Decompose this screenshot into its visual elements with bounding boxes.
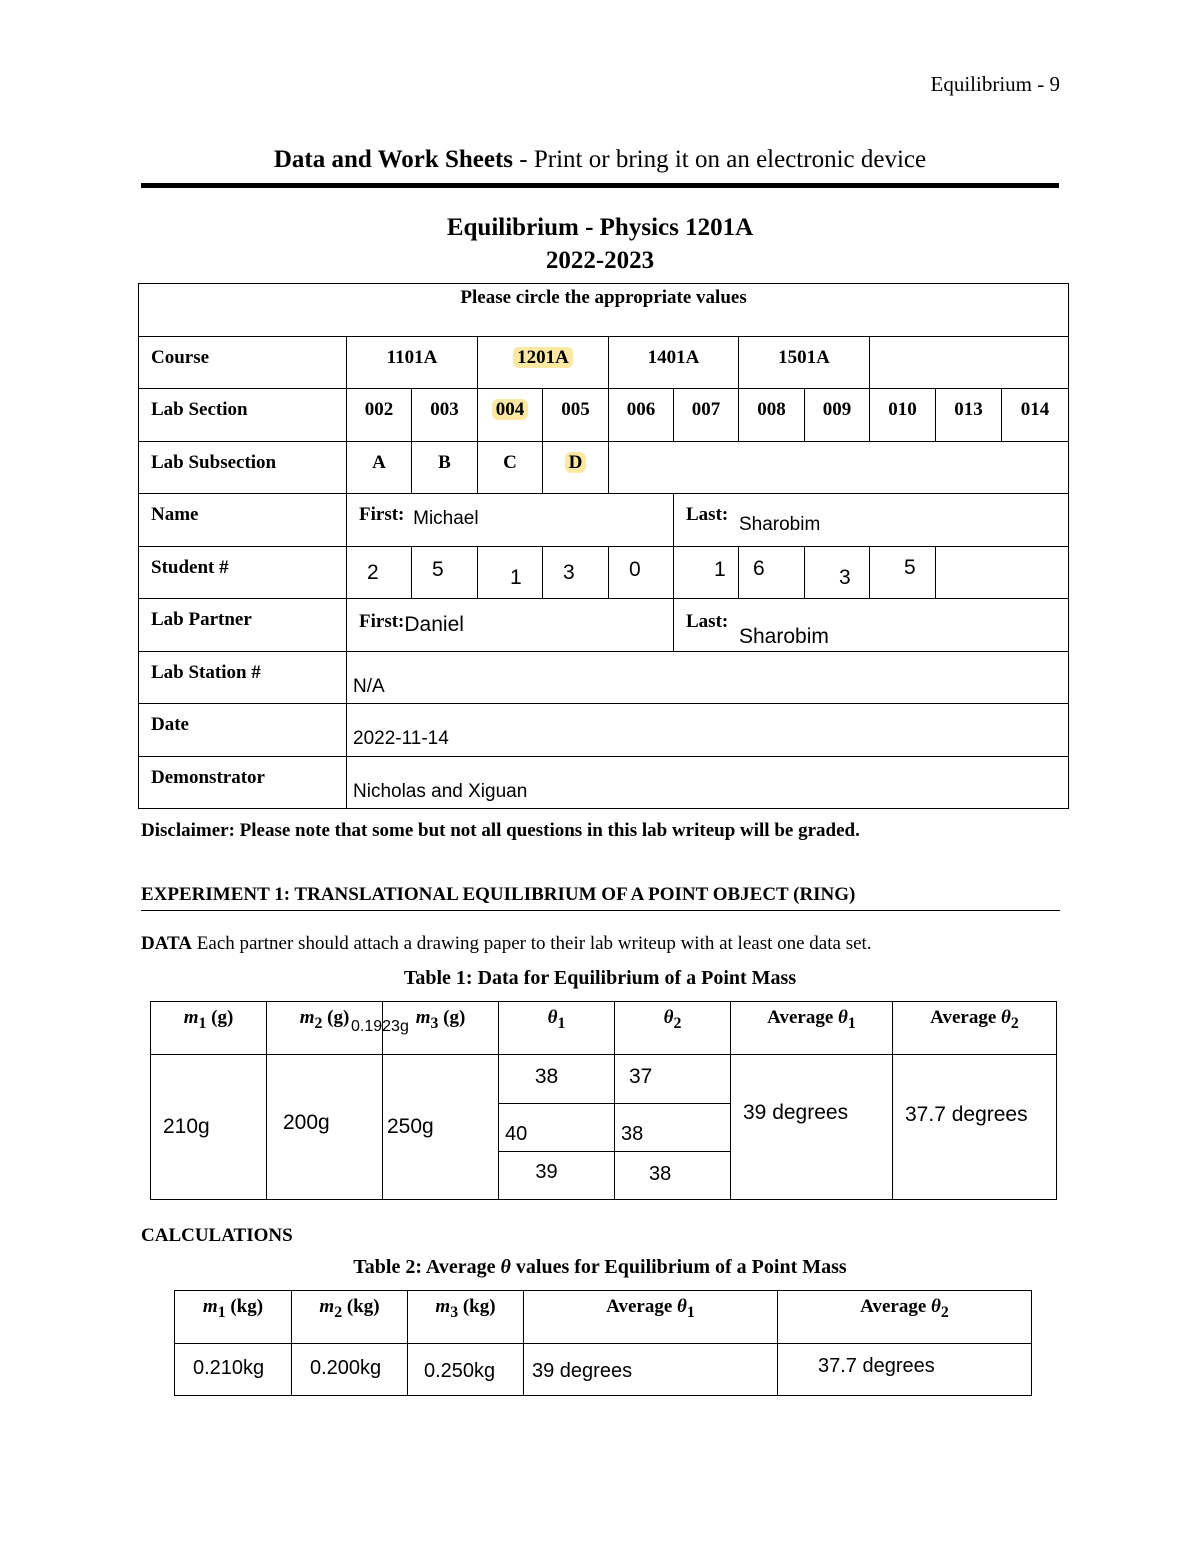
- course-option[interactable]: 1401A: [609, 336, 739, 389]
- theta1-trial[interactable]: 38: [499, 1055, 615, 1104]
- section-option[interactable]: 002: [347, 389, 412, 442]
- student-number-label: Student #: [139, 546, 347, 599]
- theta2-trial[interactable]: 37: [615, 1055, 731, 1104]
- name-label: Name: [139, 494, 347, 547]
- avg-theta1-value[interactable]: 39 degrees: [524, 1344, 778, 1396]
- student-digit[interactable]: 3: [805, 546, 870, 599]
- section-option[interactable]: 013: [936, 389, 1002, 442]
- subsection-option[interactable]: B: [412, 441, 478, 494]
- section-title: [0, 146, 1200, 174]
- m1-header: $m_1$ (g): [151, 1002, 267, 1055]
- page-header: Equilibrium - 9: [930, 72, 1060, 96]
- table2-data-row: [175, 1344, 1032, 1396]
- student-digit[interactable]: 3: [543, 546, 609, 599]
- section-title-rest: - Print or bring it on an electronic device: [513, 146, 927, 173]
- course-option[interactable]: 1501A: [739, 336, 870, 389]
- subsection-empty-cell: [609, 441, 1069, 494]
- student-digit[interactable]: 1: [478, 546, 543, 599]
- m1-value-cell[interactable]: 210g: [151, 1055, 267, 1200]
- demonstrator-cell[interactable]: [347, 756, 1069, 809]
- avg-theta1-cell[interactable]: 39 degrees: [731, 1055, 893, 1200]
- experiment-divider: [141, 910, 1060, 911]
- experiment-title: EXPERIMENT 1: TRANSLATIONAL EQUILIBRIUM OF A POINT OBJECT (RING): [141, 884, 856, 905]
- theta2-trial[interactable]: 38: [615, 1104, 731, 1152]
- date-value[interactable]: 2022-11-14: [353, 728, 449, 749]
- partner-first-cell[interactable]: [347, 599, 674, 652]
- table2-caption: Table 2: Average θ values for Equilibrium of a Point Mass: [353, 1256, 847, 1278]
- table1-data-row: [151, 1055, 1057, 1104]
- last-name-cell[interactable]: [674, 494, 1069, 547]
- theta2-header: $\theta_2$: [615, 1002, 731, 1055]
- avg-theta2-header: Average $\theta_2$: [778, 1291, 1032, 1344]
- partner-last-label: Last:: [686, 611, 729, 632]
- date-row: [139, 704, 1069, 757]
- first-label: First:: [359, 504, 405, 525]
- student-digit[interactable]: 6: [739, 546, 805, 599]
- partner-first-value[interactable]: Daniel: [404, 613, 464, 636]
- document-title: [0, 211, 1200, 277]
- section-label: Lab Section: [139, 389, 347, 442]
- section-option[interactable]: 009: [805, 389, 870, 442]
- student-digit[interactable]: 0: [609, 546, 674, 599]
- partner-label: Lab Partner: [139, 599, 347, 652]
- student-digit[interactable]: 5: [870, 546, 936, 599]
- course-option[interactable]: 1101A: [347, 336, 478, 389]
- document-title-line1: Equilibrium - Physics 1201A: [446, 214, 754, 241]
- m1-kg-header: $m_1$ (kg): [175, 1291, 292, 1344]
- table1-caption: Table 1: Data for Equilibrium of a Point Mass: [403, 967, 797, 989]
- section-option[interactable]: 008: [739, 389, 805, 442]
- m2-header: $m_2$ (g): [267, 1002, 383, 1055]
- student-digit[interactable]: 5: [412, 546, 478, 599]
- section-option[interactable]: 005: [543, 389, 609, 442]
- theta2-trial[interactable]: 38: [615, 1152, 731, 1200]
- station-row: [139, 651, 1069, 704]
- instruction-row: [139, 284, 1069, 337]
- partner-first-label: First:: [359, 611, 405, 632]
- m2-value-cell[interactable]: 200g: [267, 1055, 383, 1200]
- section-option-selected[interactable]: 004: [478, 389, 543, 442]
- instruction-cell: Please circle the appropriate values: [139, 284, 1069, 337]
- mass-annotation: 0.1923g: [351, 1018, 409, 1035]
- calculations-title: CALCULATIONS: [141, 1225, 293, 1246]
- table2: [174, 1290, 1032, 1396]
- section-option[interactable]: 010: [870, 389, 936, 442]
- course-empty-cell: [870, 336, 1069, 389]
- last-name-value[interactable]: Sharobim: [738, 514, 821, 535]
- m3-header: $m_3$ (g): [383, 1002, 499, 1055]
- theta1-trial[interactable]: 40: [499, 1104, 615, 1152]
- m2-kg-header: $m_2$ (kg): [292, 1291, 408, 1344]
- table2-header-row: [175, 1291, 1032, 1344]
- student-digit[interactable]: 2: [347, 546, 412, 599]
- m2-kg-value[interactable]: 0.200kg: [292, 1344, 408, 1396]
- partner-row: [139, 599, 1069, 652]
- data-label: DATA: [141, 933, 193, 954]
- section-row: [139, 389, 1069, 442]
- table1: [150, 1001, 1057, 1200]
- disclaimer: Disclaimer: Please note that some but not all questions in this lab writeup will be graded.: [141, 820, 860, 841]
- student-digit[interactable]: 1: [674, 546, 739, 599]
- date-cell[interactable]: [347, 704, 1069, 757]
- m1-kg-value[interactable]: 0.210kg: [175, 1344, 292, 1396]
- course-label: Course: [139, 336, 347, 389]
- document-title-year: 2022-2023: [545, 247, 655, 274]
- name-row: [139, 494, 1069, 547]
- student-digit-empty[interactable]: [936, 546, 1069, 599]
- section-option[interactable]: 007: [674, 389, 739, 442]
- data-instructions: [141, 933, 872, 955]
- section-title-bold: Data and Work Sheets: [273, 146, 514, 173]
- subsection-option[interactable]: A: [347, 441, 412, 494]
- avg-theta2-cell[interactable]: 37.7 degrees: [893, 1055, 1057, 1200]
- avg-theta2-value[interactable]: 37.7 degrees: [778, 1344, 1032, 1396]
- subsection-option[interactable]: C: [478, 441, 543, 494]
- subsection-label: Lab Subsection: [139, 441, 347, 494]
- section-option[interactable]: 006: [609, 389, 674, 442]
- avg-theta1-header: Average $\theta_1$: [524, 1291, 778, 1344]
- subsection-row: [139, 441, 1069, 494]
- m3-kg-header: $m_3$ (kg): [408, 1291, 524, 1344]
- last-label: Last:: [686, 504, 729, 525]
- first-name-value[interactable]: Michael: [413, 508, 479, 529]
- m3-kg-value[interactable]: 0.250kg: [408, 1344, 524, 1396]
- data-text: Each partner should attach a drawing paper to their lab writeup with at least one data set.: [192, 933, 872, 954]
- registration-table: [138, 283, 1069, 809]
- date-label: Date: [139, 704, 347, 757]
- section-divider: [141, 183, 1059, 188]
- table1-header-row: [151, 1002, 1057, 1055]
- avg-theta1-header: Average $\theta_1$: [731, 1002, 893, 1055]
- station-label: Lab Station #: [139, 651, 347, 704]
- m3-value-cell[interactable]: 250g: [383, 1055, 499, 1200]
- station-value[interactable]: N/A: [353, 675, 385, 697]
- demonstrator-value[interactable]: Nicholas and Xiguan: [353, 780, 528, 802]
- avg-theta2-header: Average $\theta_2$: [893, 1002, 1057, 1055]
- demonstrator-label: Demonstrator: [139, 756, 347, 809]
- theta1-header: $\theta_1$: [499, 1002, 615, 1055]
- section-option[interactable]: 014: [1002, 389, 1069, 442]
- course-option-selected[interactable]: 1201A: [478, 336, 609, 389]
- theta1-trial[interactable]: 39: [499, 1152, 615, 1200]
- subsection-option-selected[interactable]: D: [543, 441, 609, 494]
- demonstrator-row: [139, 756, 1069, 809]
- student-number-row: [139, 546, 1069, 599]
- section-option[interactable]: 003: [412, 389, 478, 442]
- station-cell[interactable]: [347, 651, 1069, 704]
- course-row: [139, 336, 1069, 389]
- first-name-cell[interactable]: [347, 494, 674, 547]
- partner-last-cell[interactable]: [674, 599, 1069, 652]
- partner-last-value[interactable]: Sharobim: [738, 625, 829, 648]
